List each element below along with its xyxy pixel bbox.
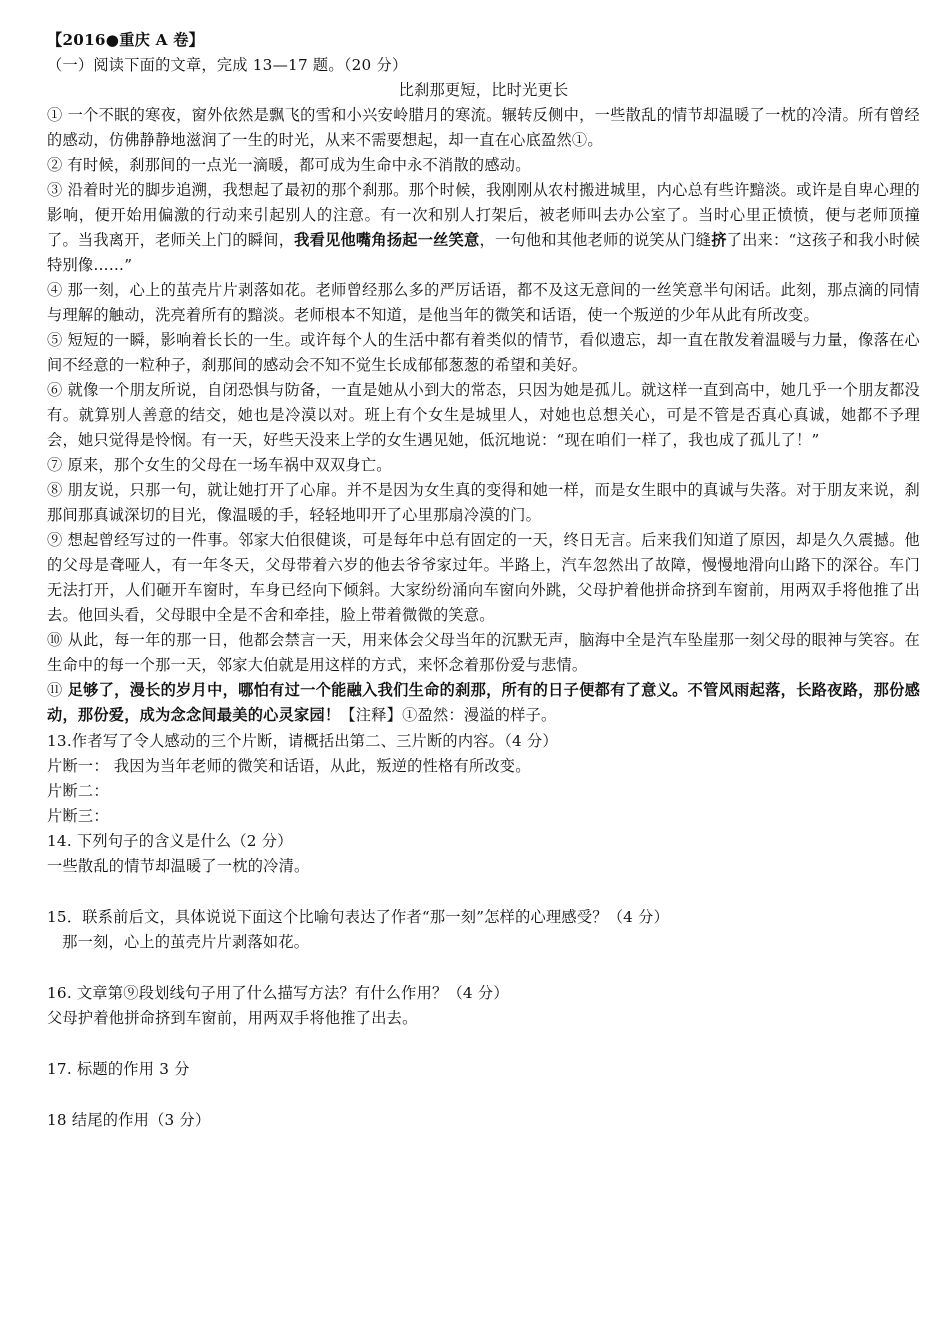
spacer: [47, 1031, 920, 1057]
question-13-fragment-1: 片断一： 我因为当年老师的微笑和话语，从此，叛逆的性格有所改变。: [47, 757, 531, 775]
paragraph-3-bold-2: 挤: [711, 231, 727, 249]
paragraph-11-number: ⑪: [47, 681, 68, 699]
paragraph-2: ② 有时候，刹那间的一点光一滴暖，都可成为生命中永不消散的感动。: [47, 156, 531, 174]
article-title: 比刹那更短，比时光更长: [398, 81, 569, 99]
paragraph-8: ⑧ 朋友说，只那一句，就让她打开了心扉。并不是因为女生真的变得和她一样，而是女生眼中的真诚与失落。对于朋友来说，刹那间那真诚深切的目光，像温暖的手，轻轻地叩开了心里那扇冷漠的门。: [47, 481, 920, 524]
paragraph-1: ① 一个不眠的寒夜，窗外依然是飘飞的雪和小兴安岭腊月的寒流。辗转反侧中，一些散乱的情节却温暖了一枕的冷清。所有曾经的感动，仿佛静静地滋润了一生的时光，从来不需要想起，却一直在心底盈然①。: [47, 106, 920, 149]
paragraph-11-bold: 足够了，漫长的岁月中，哪怕有过一个能融入我们生命的刹那，所有的日子便都有了意义。不管风雨起落，长路夜路，那份感动，那份爱，成为念念间最美的心灵家园！: [47, 681, 921, 724]
paragraph-10: ⑩ 从此，每一年的那一日，他都会禁言一天，用来体会父母当年的沉默无声，脑海中全是汽车坠崖那一刻父母的眼神与笑容。在生命中的每一个那一天，邻家大伯就是用这样的方式，来怀念着那份爱与悲情。: [47, 631, 920, 674]
question-14-sentence: 一些散乱的情节却温暖了一枕的冷清。: [47, 857, 310, 875]
instruction: （一）阅读下面的文章，完成 13—17 题。（20 分）: [47, 56, 408, 74]
question-15: 15．联系前后文，具体说说下面这个比喻句表达了作者“那一刻”怎样的心理感受？（4 分）: [47, 908, 670, 926]
annotation-note: 【注释】①盈然：漫溢的样子。: [340, 706, 557, 724]
question-16: 16. 文章第⑨段划线句子用了什么描写方法？有什么作用？（4 分）: [47, 984, 509, 1002]
paragraph-5: ⑤ 短短的一瞬，影响着长长的一生。或许每个人的生活中都有着类似的情节，看似遗忘，却一直在散发着温暖与力量，像落在心间不经意的一粒种子，刹那间的感动会不知不觉生长成郁郁葱葱的希望和美好。: [47, 331, 920, 374]
paragraph-9: ⑨ 想起曾经写过的一件事。邻家大伯很健谈，可是每年中总有固定的一天，终日无言。后来我们知道了原因，却是久久震撼。他的父母是聋哑人，有一年冬天，父母带着六岁的他去爷爷家过年。半路上，汽车忽然出了故障，慢慢地滑向山路下的深谷。车门无法打开，人们砸开车窗时，车身已经向下倾斜。大家纷纷涌向车窗向外跳，父母护着他拼命挤到车窗前，用两双手将他推了出去。他回头看，父母眼中全是不舍和牵挂，脸上带着微微的笑意。: [47, 531, 920, 624]
paragraph-3: [47, 178, 920, 278]
paragraph-3-text-b: ，一句他和其他老师的说笑从门缝: [479, 231, 712, 249]
question-13-fragment-2: 片断二：: [47, 782, 109, 800]
question-13: 13.作者写了令人感动的三个片断，请概括出第二、三片断的内容。（4 分）: [47, 732, 558, 750]
paragraph-11: [47, 678, 920, 728]
paragraph-4: ④ 那一刻，心上的茧壳片片剥落如花。老师曾经那么多的严厉话语，都不及这无意间的一丝笑意半句闲话。此刻，那点滴的同情与理解的触动，洗亮着所有的黯淡。老师根本不知道，是他当年的微笑和话语，使一个叛逆的少年从此有所改变。: [47, 281, 920, 324]
paragraph-6: ⑥ 就像一个朋友所说，自闭恐惧与防备，一直是她从小到大的常态，只因为她是孤儿。就这样一直到高中，她几乎一个朋友都没有。就算别人善意的结交，她也是冷漠以对。班上有个女生是城里人，对她也总想关心，可是不管是否真心真诚，她都不予理会，她只觉得是怜悯。有一天，好些天没来上学的女生遇见她，低沉地说：“现在咱们一样了，我也成了孤儿了！”: [47, 381, 920, 449]
question-14: 14. 下列句子的含义是什么（2 分）: [47, 832, 293, 850]
spacer: [47, 1082, 920, 1108]
spacer: [47, 879, 920, 905]
paragraph-3-text-c: 了出来：“这孩子和我小时候特别像……”: [47, 231, 921, 274]
question-18: 18 结尾的作用（3 分）: [47, 1111, 211, 1129]
question-17: 17. 标题的作用 3 分: [47, 1060, 190, 1078]
question-16-sentence: 父母护着他拼命挤到车窗前，用两双手将他推了出去。: [47, 1009, 418, 1027]
paragraph-3-bold: 我看见他嘴角扬起一丝笑意: [294, 231, 480, 249]
question-13-fragment-3: 片断三：: [47, 807, 109, 825]
spacer: [47, 955, 920, 981]
paragraph-3-text-a: ③ 沿着时光的脚步追溯，我想起了最初的那个刹那。那个时候，我刚刚从农村搬进城里，内心总有些许黯淡。或许是自卑心理的影响，便开始用偏激的行动来引起别人的注意。有一次和别人打架后，被老师叫去办公室了。当时心里正愤愤，便与老师顶撞了。当我离开，老师关上门的瞬间，: [47, 181, 920, 249]
paragraph-7: ⑦ 原来，那个女生的父母在一场车祸中双双身亡。: [47, 456, 392, 474]
question-15-sentence: 那一刻，心上的茧壳片片剥落如花。: [47, 933, 310, 951]
source-tag: 【2016●重庆 A 卷】: [47, 31, 205, 49]
